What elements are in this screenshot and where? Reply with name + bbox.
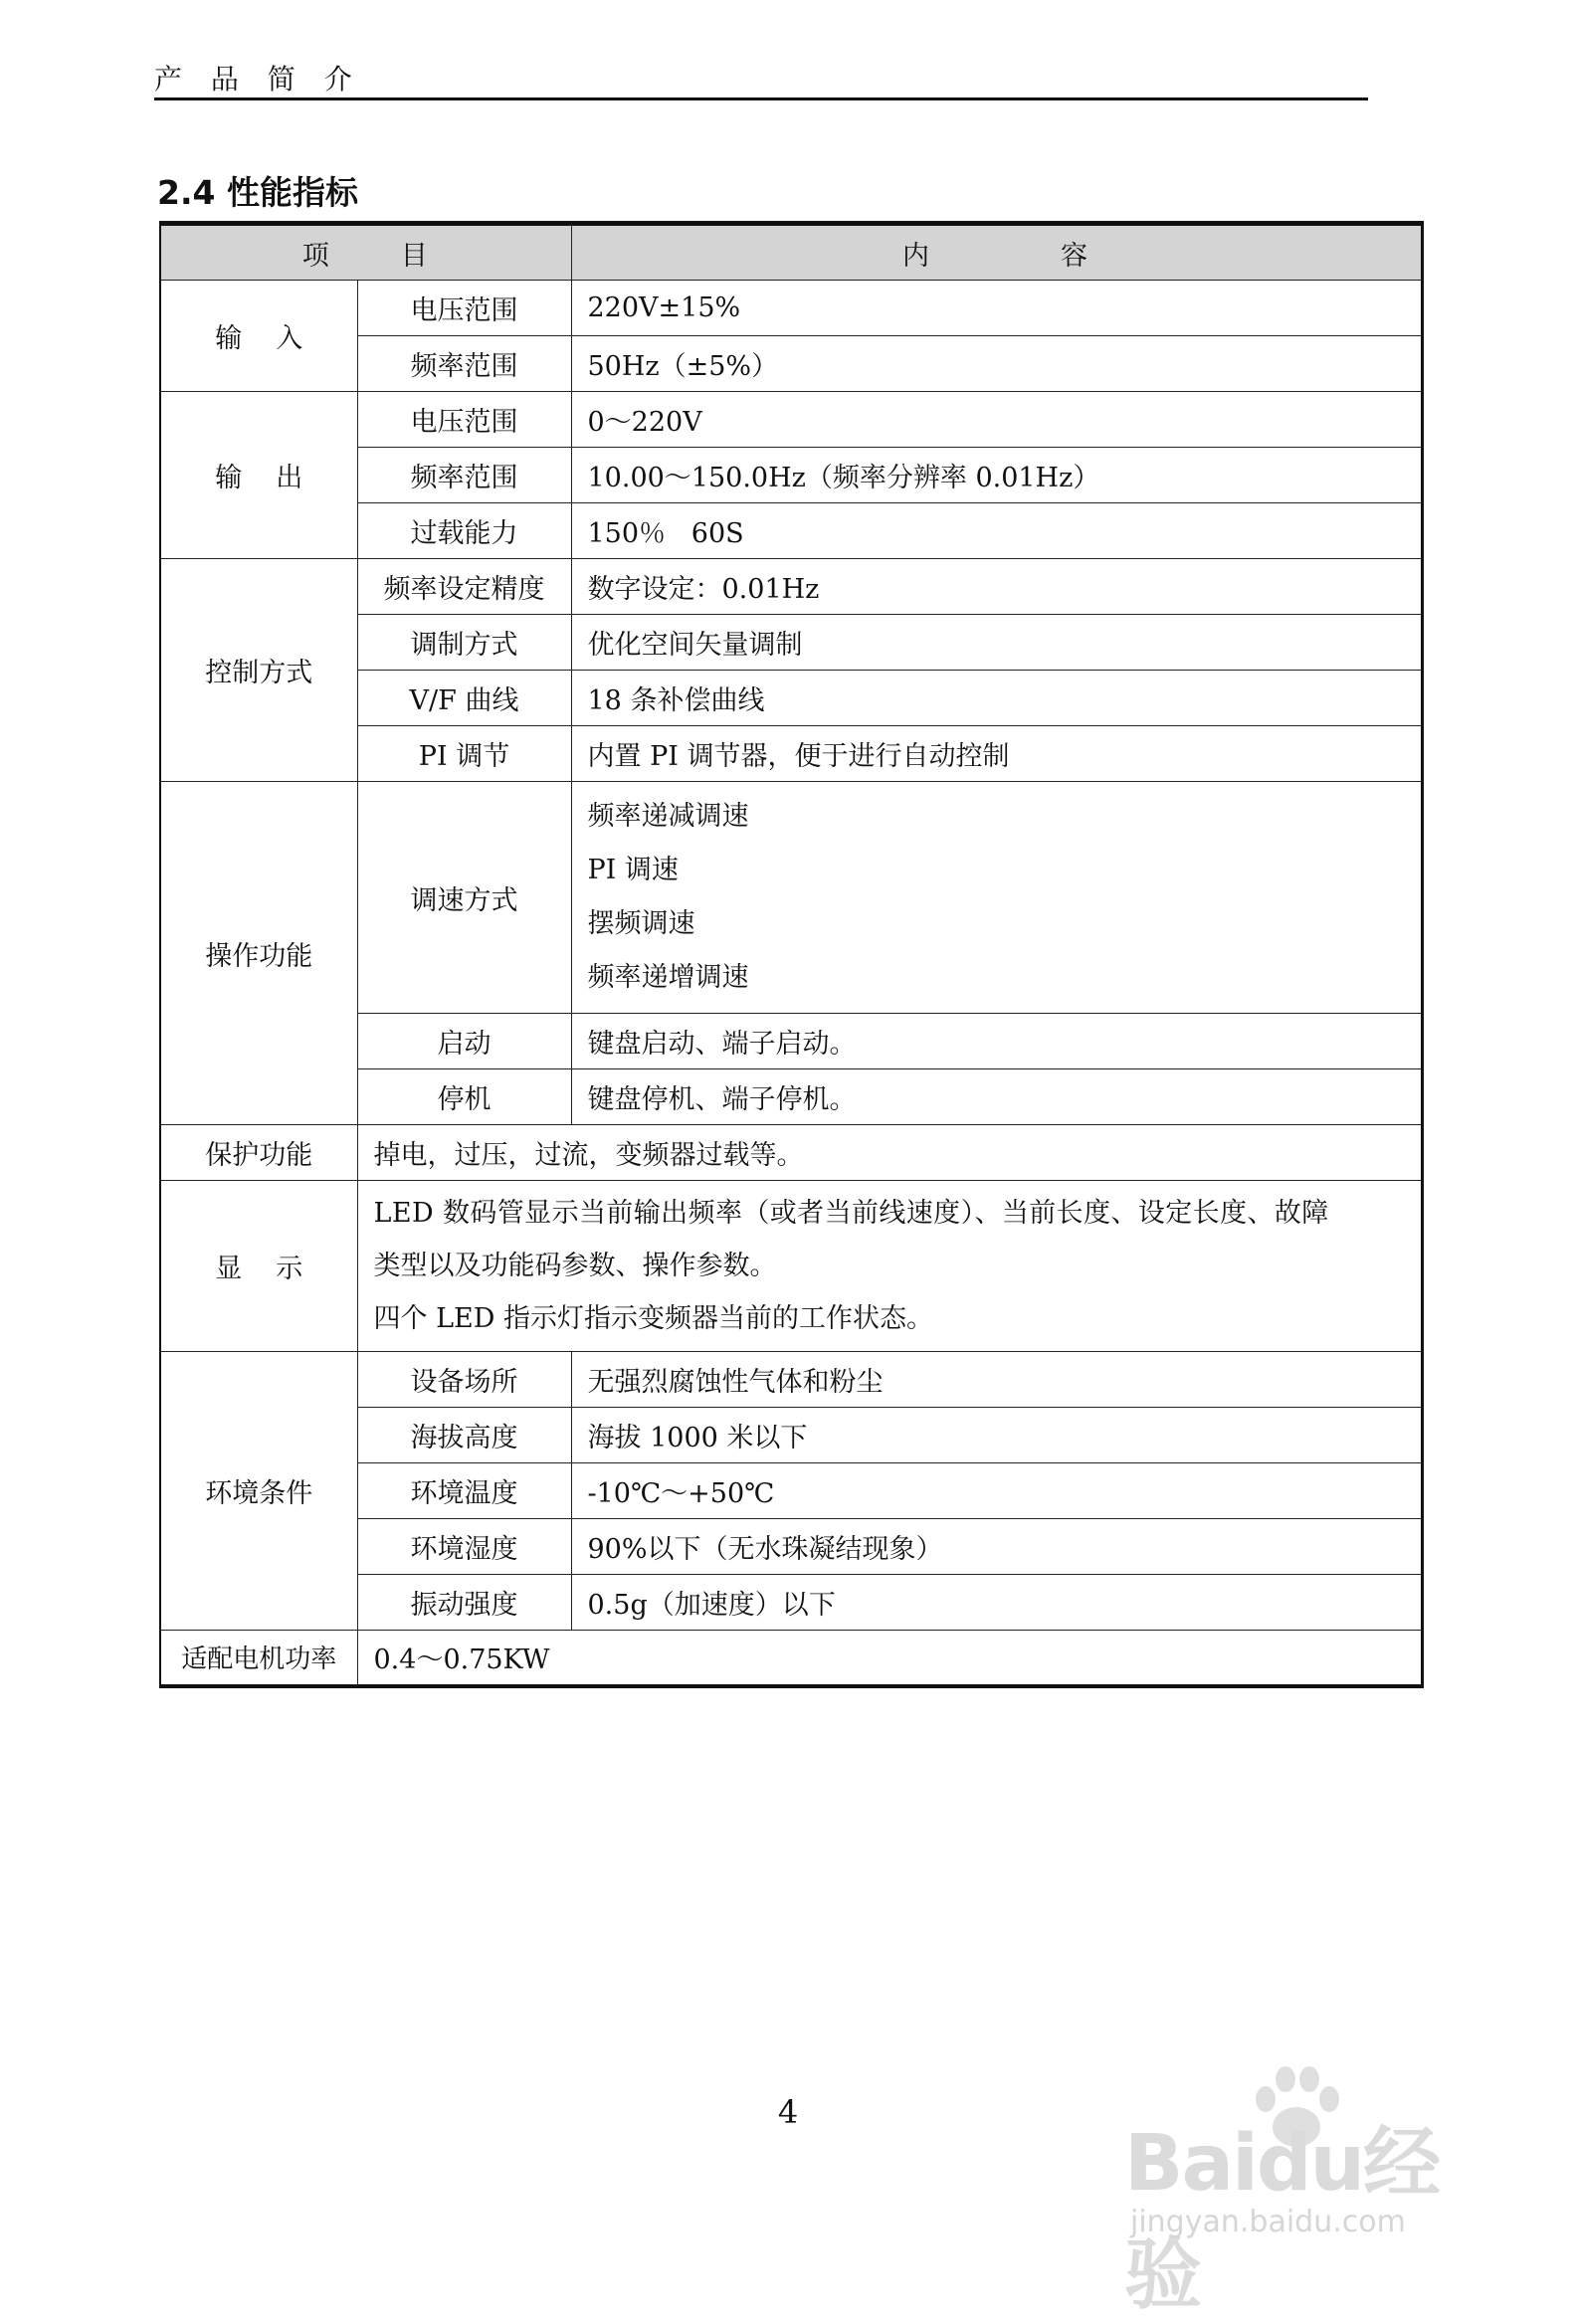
list-item: 摆频调速 xyxy=(587,908,695,939)
list-item: 频率递减调速 xyxy=(587,801,749,832)
item-value: 键盘停机、端子停机。 xyxy=(571,1069,1422,1125)
display-description xyxy=(357,1181,1422,1352)
category-label: 示 xyxy=(276,1254,303,1284)
table-row xyxy=(160,559,1422,615)
header-content-char-1: 内 xyxy=(902,240,931,272)
item-name: PI 调节 xyxy=(357,726,571,782)
item-name: 环境温度 xyxy=(357,1463,571,1519)
running-header: 产 品 简 介 xyxy=(154,63,362,96)
category-environment: 环境条件 xyxy=(160,1352,357,1631)
item-value: 内置 PI 调节器，便于进行自动控制 xyxy=(571,726,1422,782)
item-name: 电压范围 xyxy=(357,281,571,336)
item-value: 90%以下（无水珠凝结现象） xyxy=(571,1519,1422,1575)
item-value: 150％ 60S xyxy=(571,503,1422,559)
header-item-char-2: 目 xyxy=(400,240,430,272)
section-title: 2.4 性能指标 xyxy=(157,173,358,212)
header-item-char-1: 项 xyxy=(301,240,331,272)
header-content-char-2: 容 xyxy=(1061,240,1089,272)
category-label: 输 xyxy=(215,463,243,493)
category-label: 输 xyxy=(215,323,243,354)
item-name: 频率范围 xyxy=(357,336,571,392)
display-line: LED 数码管显示当前输出频率（或者当前线速度）、当前长度、设定长度、故障 xyxy=(373,1198,1329,1229)
item-name: 海拔高度 xyxy=(357,1408,571,1463)
item-value: 220V±15% xyxy=(571,281,1422,336)
item-value: 0.4～0.75KW xyxy=(357,1631,1422,1686)
watermark-logo: Baidu经验 xyxy=(1124,2119,1440,2320)
table-row xyxy=(160,281,1422,336)
item-value: 18 条补偿曲线 xyxy=(571,671,1422,726)
display-line: 类型以及功能码参数、操作参数。 xyxy=(373,1251,777,1281)
category-input xyxy=(160,281,357,392)
header-rule xyxy=(154,97,1368,100)
item-value: 键盘启动、端子启动。 xyxy=(571,1014,1422,1069)
list-item: 频率递增调速 xyxy=(587,962,749,993)
item-name: 电压范围 xyxy=(357,392,571,448)
item-name: 振动强度 xyxy=(357,1575,571,1631)
item-value: 0～220V xyxy=(571,392,1422,448)
item-value: 海拔 1000 米以下 xyxy=(571,1408,1422,1463)
item-name: V/F 曲线 xyxy=(357,671,571,726)
item-value-list xyxy=(571,782,1422,1014)
category-display xyxy=(160,1181,357,1352)
display-line: 四个 LED 指示灯指示变频器当前的工作状态。 xyxy=(373,1303,933,1334)
item-name: 调速方式 xyxy=(357,782,571,1014)
item-name: 过载能力 xyxy=(357,503,571,559)
table-row xyxy=(160,1631,1422,1686)
table-row xyxy=(160,392,1422,448)
category-protection: 保护功能 xyxy=(160,1125,357,1181)
table-row xyxy=(160,1352,1422,1408)
header-item xyxy=(160,224,571,281)
header-content xyxy=(571,224,1422,281)
spec-table xyxy=(159,221,1424,1688)
item-name: 环境湿度 xyxy=(357,1519,571,1575)
watermark-url: jingyan.baidu.com xyxy=(1130,2205,1406,2239)
category-label: 出 xyxy=(276,463,303,493)
list-item: PI 调速 xyxy=(587,855,679,885)
category-label: 入 xyxy=(276,323,303,354)
item-value: 优化空间矢量调制 xyxy=(571,615,1422,671)
category-operation: 操作功能 xyxy=(160,782,357,1125)
page-number: 4 xyxy=(777,2093,799,2131)
category-label: 显 xyxy=(215,1254,243,1284)
item-value: 0.5g（加速度）以下 xyxy=(571,1575,1422,1631)
watermark xyxy=(1124,2057,1502,2320)
table-row xyxy=(160,1181,1422,1352)
item-value: 掉电，过压，过流，变频器过载等。 xyxy=(357,1125,1422,1181)
item-value: -10℃～+50℃ xyxy=(571,1463,1422,1519)
item-name: 启动 xyxy=(357,1014,571,1069)
item-value: 10.00～150.0Hz（频率分辨率 0.01Hz） xyxy=(571,448,1422,503)
table-header-row xyxy=(160,224,1422,281)
item-name: 停机 xyxy=(357,1069,571,1125)
item-value: 50Hz（±5%） xyxy=(571,336,1422,392)
table-row xyxy=(160,1125,1422,1181)
category-control: 控制方式 xyxy=(160,559,357,782)
item-value: 数字设定：0.01Hz xyxy=(571,559,1422,615)
item-value: 无强烈腐蚀性气体和粉尘 xyxy=(571,1352,1422,1408)
table-row xyxy=(160,782,1422,1014)
item-name: 设备场所 xyxy=(357,1352,571,1408)
item-name: 频率范围 xyxy=(357,448,571,503)
category-motor: 适配电机功率 xyxy=(160,1631,357,1686)
category-output xyxy=(160,392,357,559)
item-name: 调制方式 xyxy=(357,615,571,671)
item-name: 频率设定精度 xyxy=(357,559,571,615)
